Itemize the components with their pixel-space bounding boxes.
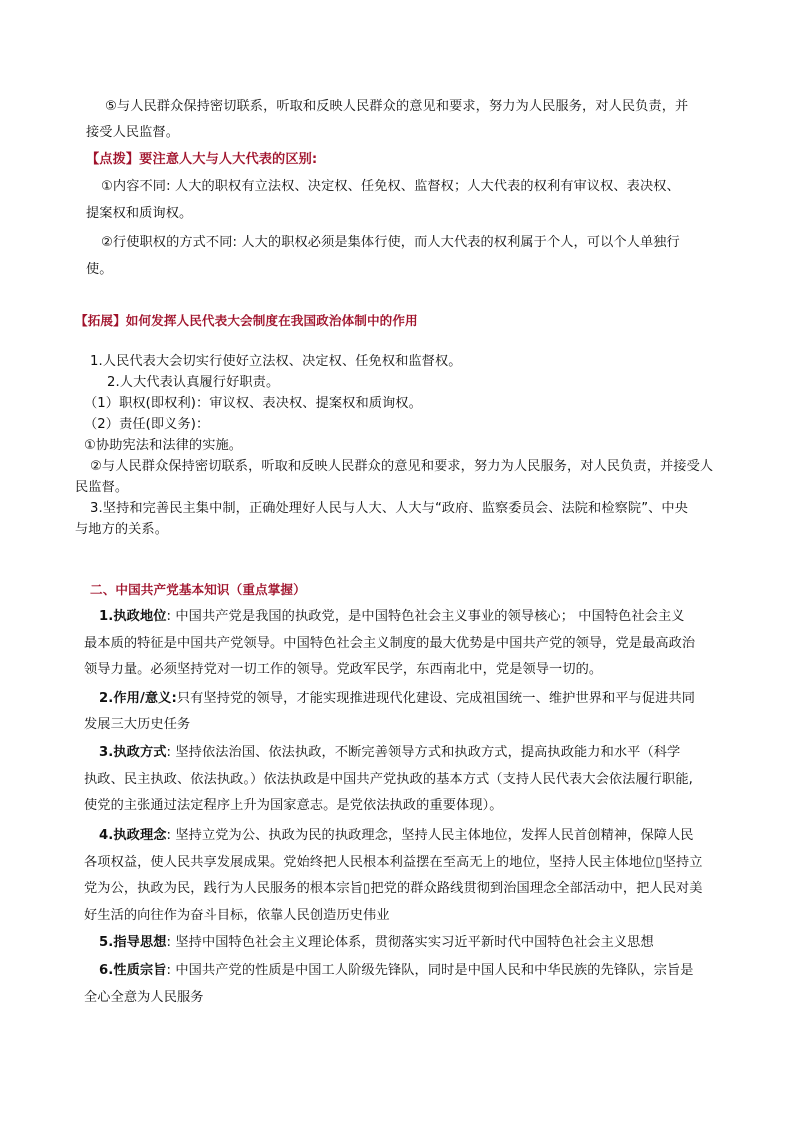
s1-line3: 领导力量。必须坚持党对一切工作的领导。党政军民学，东西南北中，党是领导一切的。 [84,662,603,677]
s4-line1 [99,827,694,845]
s1-text: : 中国共产党是我国的执政党，是中国特色社会主义事业的领导核心； 中国特色社会主义 [166,609,685,624]
s1-line1 [99,608,685,626]
item5-line1: ⑤与人民群众保持密切联系，听取和反映人民群众的意见和要求，努力为人民服务，对人民负责，并 [105,99,689,114]
s5-line1 [99,934,654,952]
tip-item1-line2: 提案权和质询权。 [86,206,193,221]
section2-heading: 二、中国共产党基本知识（重点掌握） [90,582,306,597]
s4-line4: 好生活的向往作为奋斗目标，依靠人民创造历史伟业 [84,908,390,923]
s3-label: 3.执政方式 [99,745,167,760]
s2-line1 [99,690,695,708]
expand-p3-line1: 3.坚持和完善民主集中制，正确处理好人民与人大、人大与“政府、监察委员会、法院和检察院”、中央 [90,501,689,516]
s2-label: 2.作用/意义: [99,691,177,706]
expand-p2b2-line1: ②与人民群众保持密切联系，听取和反映人民群众的意见和要求，努力为人民服务，对人民负责，并接受人 [90,459,714,474]
tip-title: 要注意人大与人大代表的区别: [139,152,318,167]
s5-label: 5.指导思想 [99,935,167,950]
s3-line1 [99,744,680,762]
tip-item1-line1: ①内容不同: 人大的职权有立法权、决定权、任免权、监督权；人大代表的权利有审议权、表决权、 [101,179,680,194]
s4-line2: 各项权益，使人民共享发展成果。党始终把人民根本利益摆在至高无上的地位，坚持人民主体地位▯坚持立 [84,855,703,870]
s4-label: 4.执政理念 [99,828,167,843]
s3-line2: 执政、民主执政、依法执政。）依法执政是中国共产党执政的基本方式（支持人民代表大会依法履行职能, [84,772,693,787]
s4-line3: 党为公，执政为民，践行为人民服务的根本宗旨▯把党的群众路线贯彻到治国理念全部活动中，把人民对美 [84,881,703,896]
tip-line [86,151,317,169]
item5-line2: 接受人民监督。 [86,125,180,140]
expand-p2b: （2）责任(即义务)： [84,417,210,432]
s6-line2: 全心全意为人民服务 [84,990,204,1005]
s2-line2: 发展三大历史任务 [84,717,191,732]
s3-text: : 坚持依法治国、依法执政，不断完善领导方式和执政方式，提高执政能力和水平（科学 [166,745,681,760]
expand-p3-line2: 与地方的关系。 [75,522,169,537]
expand-p1: 1.人民代表大会切实行使好立法权、决定权、任免权和监督权。 [90,354,462,369]
expand-p2b1: ①协助宪法和法律的实施。 [84,438,243,453]
tip-label: 【点拨】 [86,152,140,167]
s6-text: : 中国共产党的性质是中国工人阶级先锋队，同时是中国人民和中华民族的先锋队，宗旨是 [166,963,694,978]
s2-text: 只有坚持党的领导，才能实现推进现代化建设、完成祖国统一、维护世界和平与促进共同 [176,691,696,706]
tip-item2-line2: 使。 [86,262,113,277]
tip-item2-line1: ②行使职权的方式不同: 人大的职权必须是集体行使，而人大代表的权利属于个人，可以个人单独行 [101,235,680,250]
s1-line2: 最本质的特征是中国共产党领导。中国特色社会主义制度的最大优势是中国共产党的领导，党是最高政治 [84,636,696,651]
s1-label: 1.执政地位 [99,609,167,624]
s5-text: : 坚持中国特色社会主义理论体系，贯彻落实实习近平新时代中国特色社会主义思想 [166,935,654,950]
s3-line3: 使党的主张通过法定程序上升为国家意志。是党依法执政的重要体现）。 [84,798,503,813]
expand-heading: 【拓展】如何发挥人民代表大会制度在我国政治体制中的作用 [75,313,418,328]
expand-p2a: （1）职权(即权利)：审议权、表决权、提案权和质询权。 [84,396,422,411]
expand-p2: 2.人大代表认真履行好职责。 [107,375,280,390]
s6-label: 6.性质宗旨 [99,963,167,978]
s6-line1 [99,962,694,980]
s4-text: : 坚持立党为公、执政为民的执政理念，坚持人民主体地位，发挥人民首创精神，保障人民 [166,828,694,843]
expand-p2b2-line2: 民监督。 [75,480,129,495]
